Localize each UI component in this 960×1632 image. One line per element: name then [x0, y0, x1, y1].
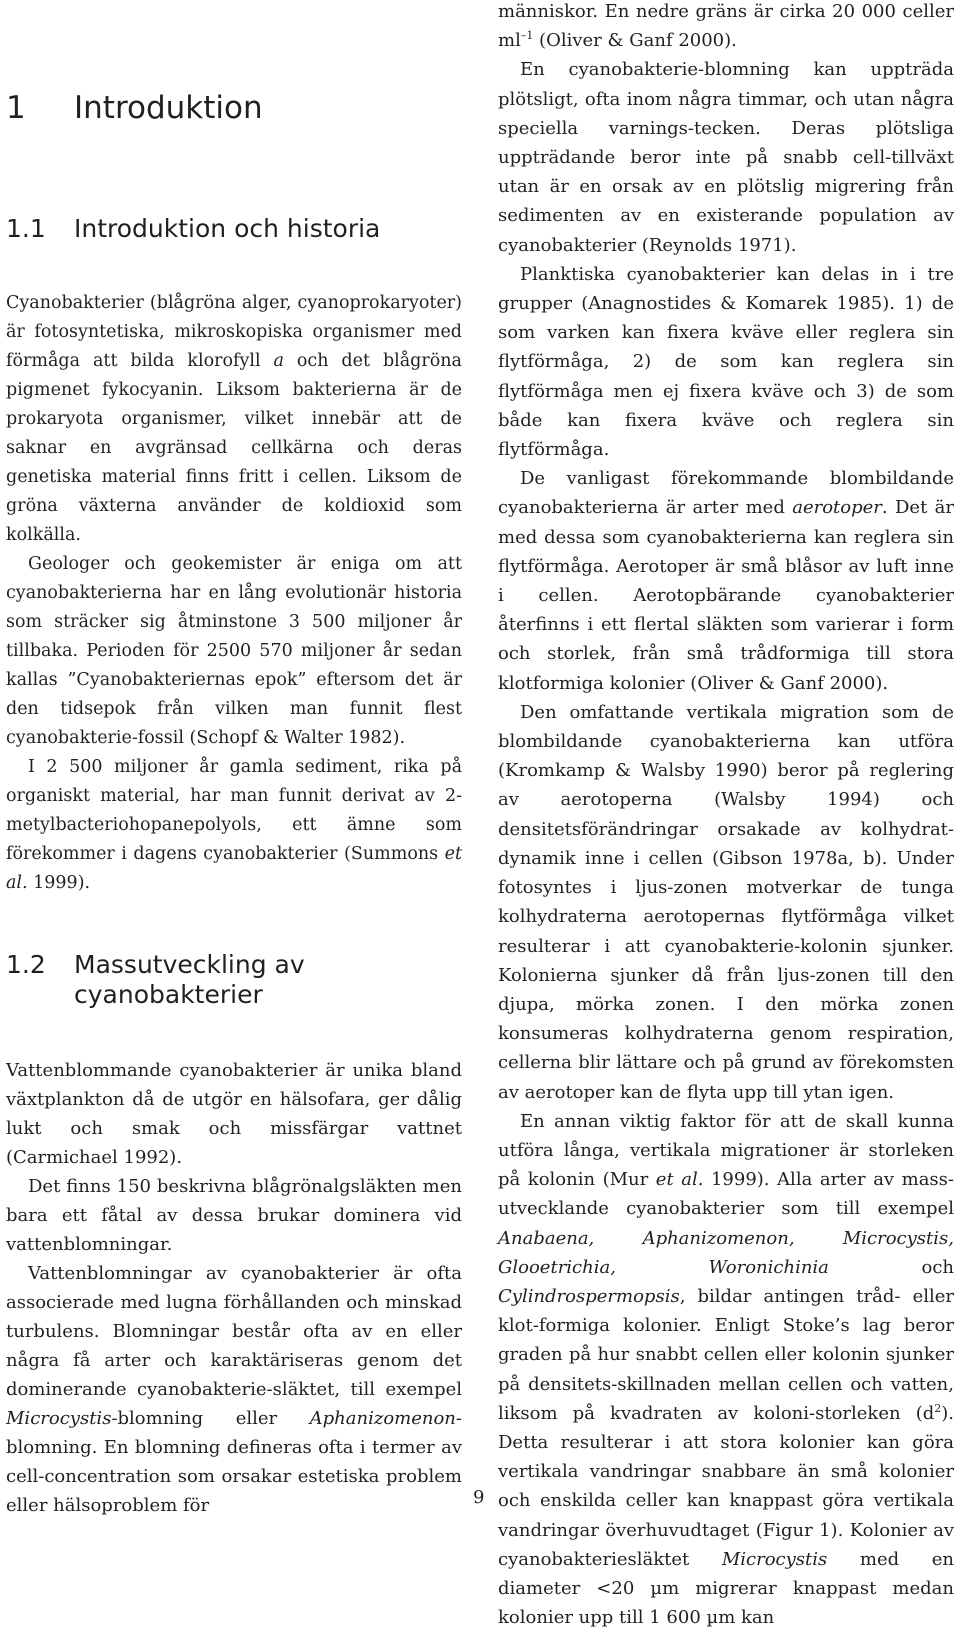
paragraph: Geologer och geokemister är eniga om att cyanobakterierna har en lång evolutionär historia som sträcker sig åtminstone 3 500 miljoner år tillbaka. Perioden för 2500 570 miljoner år sedan kallas ”Cyanobakteriernas epok” eftersom det är den tidsepok från vilken man funnit flest cyanobakterie-fossil (Schopf & Walter 1982). — [6, 554, 462, 748]
paragraph: Det finns 150 beskrivna blågrönalgsläkten men bara ett fåtal av dessa brukar dominera vid vattenblomningar. — [6, 1176, 462, 1255]
right-column-body — [498, 0, 954, 1632]
paragraph: I 2 500 miljoner år gamla sediment, rika på organiskt material, har man funnit derivat av 2-metylbacteriohopanepolyols, ett ämne som förekommer i dagens cyanobakterier (Summons et al. 1999). — [6, 757, 462, 893]
paragraph: Den omfattande vertikala migration som de blombildande cyanobakterierna kan utföra (Kromkamp & Walsby 1990) beror på reglering av aerotoperna (Walsby 1994) och densitetsförändringar orsakade av kolhydrat-dynamik inne i cellen (Gibson 1978a, b). Under fotosyntes i ljus-zonen motverkar de tunga kolhydraterna aerotopernas flytförmåga vilket resulterar i att cyanobakterie-kolonin sjunker. Kolonierna sjunker då från ljus-zonen till den djupa, mörka zonen. I den mörka zonen konsumeras kolhydraterna genom respiration, cellerna blir lättare och på grund av förekomsten av aerotoper kan de flyta upp till ytan igen. — [498, 701, 954, 1103]
paragraph: Vattenblomningar av cyanobakterier är ofta associerade med lugna förhållanden och minskad turbulens. Blomningar består ofta av en eller några få arter och karaktäriseras genom det dominerande cyanobakterie-släktet, till exempel Microcystis-blomning eller Aphanizomenon-blomning. En blomning defineras ofta i termer av cell-concentration som orsakar estetiska problem eller hälsoproblem för — [6, 1263, 462, 1516]
chapter-title: Introduktion — [74, 90, 263, 126]
paragraph: Vattenblommande cyanobakterier är unika bland växtplankton då de utgör en hälsofara, ger dålig lukt och smak och missfärgar vattnet (Carmichael 1992). — [6, 1060, 462, 1168]
paragraph: Cyanobakterier (blågröna alger, cyanoprokaryoter) är fotosyntetiska, mikroskopiska organismer med förmåga att bilda klorofyll a och det blågröna pigmenet fykocyanin. Liksom bakterierna är de prokaryota organismer, vilket innebär att de saknar en avgränsad cellkärna och deras genetiska material finns fritt i cellen. Liksom de gröna växterna använder de koldioxid som kolkälla. — [6, 293, 462, 545]
section-heading-1-1 — [6, 214, 380, 244]
section-heading-1-2 — [6, 950, 305, 1010]
section-1-2-body — [6, 1056, 462, 1520]
section-title: Massutveckling av cyanobakterier — [74, 950, 305, 1009]
paragraph: Planktiska cyanobakterier kan delas in i tre grupper (Anagnostides & Komarek 1985). 1) de som varken kan fixera kväve eller reglera sin flytförmåga, 2) de som kan reglera sin flytförmåga men ej fixera kväve och 3) de som både kan fixera kväve och reglera sin flytförmåga. — [498, 263, 954, 461]
section-title: Introduktion och historia — [74, 214, 381, 243]
paragraph: En cyanobakterie-blomning kan uppträda plötsligt, ofta inom några timmar, och utan några speciella varnings-tecken. Deras plötsliga uppträdande beror inte på snabb cell-tillväxt utan är en orsak av en plötslig migrering från sedimenten av en existerande population av cyanobakterier (Reynolds 1971). — [498, 59, 954, 256]
page-number: 9 — [473, 1487, 485, 1508]
section-1-1-body — [6, 289, 462, 898]
chapter-number: 1 — [6, 90, 26, 126]
section-number: 1.2 — [6, 950, 46, 979]
chapter-heading — [6, 90, 263, 126]
paragraph: människor. En nedre gräns är cirka 20 000 celler $ml^{-1}$ (Oliver & Ganf 2000). — [498, 1, 954, 52]
paragraph: De vanligast förekommande blombildande cyanobakterierna är arter med aerotoper. Det är med dessa som cyanobakterierna kan reglera sin flytförmåga. Aerotoper är små blåsor av luft inne i cellen. Aerotopbärande cyanobakterier återfinns i ett flertal släkten som varierar i form och storlek, från små trådformiga till stora klotformiga kolonier (Oliver & Ganf 2000). — [498, 468, 954, 694]
paragraph: En annan viktig faktor för att de skall kunna utföra långa, vertikala migrationer är storleken på kolonin (Mur et al. 1999). Alla arter av mass-utvecklande cyanobakterier som till exempel Anabaena, Aphanizomenon, Microcystis, Glooetrichia, Woronichinia och Cylindrospermopsis, bildar antingen tråd- eller klot-formiga kolonier. Enligt Stoke’s lag beror graden på hur snabbt cellen eller kolonin sjunker på densitets-skillnaden mellan cellen och vatten, liksom på kvadraten av koloni-storleken $(d^2)$. Detta resulterar i att stora kolonier kan göra vertikala vandringar snabbare än små kolonier och enskilda celler kan knappast göra vertikala vandringar överhuvudtaget (Figur 1). Kolonier av cyanobakteriesläktet Microcystis med en diameter <20 µm migrerar knappast medan kolonier upp till 1 600 µm kan — [498, 1110, 954, 1629]
section-number: 1.1 — [6, 214, 46, 243]
